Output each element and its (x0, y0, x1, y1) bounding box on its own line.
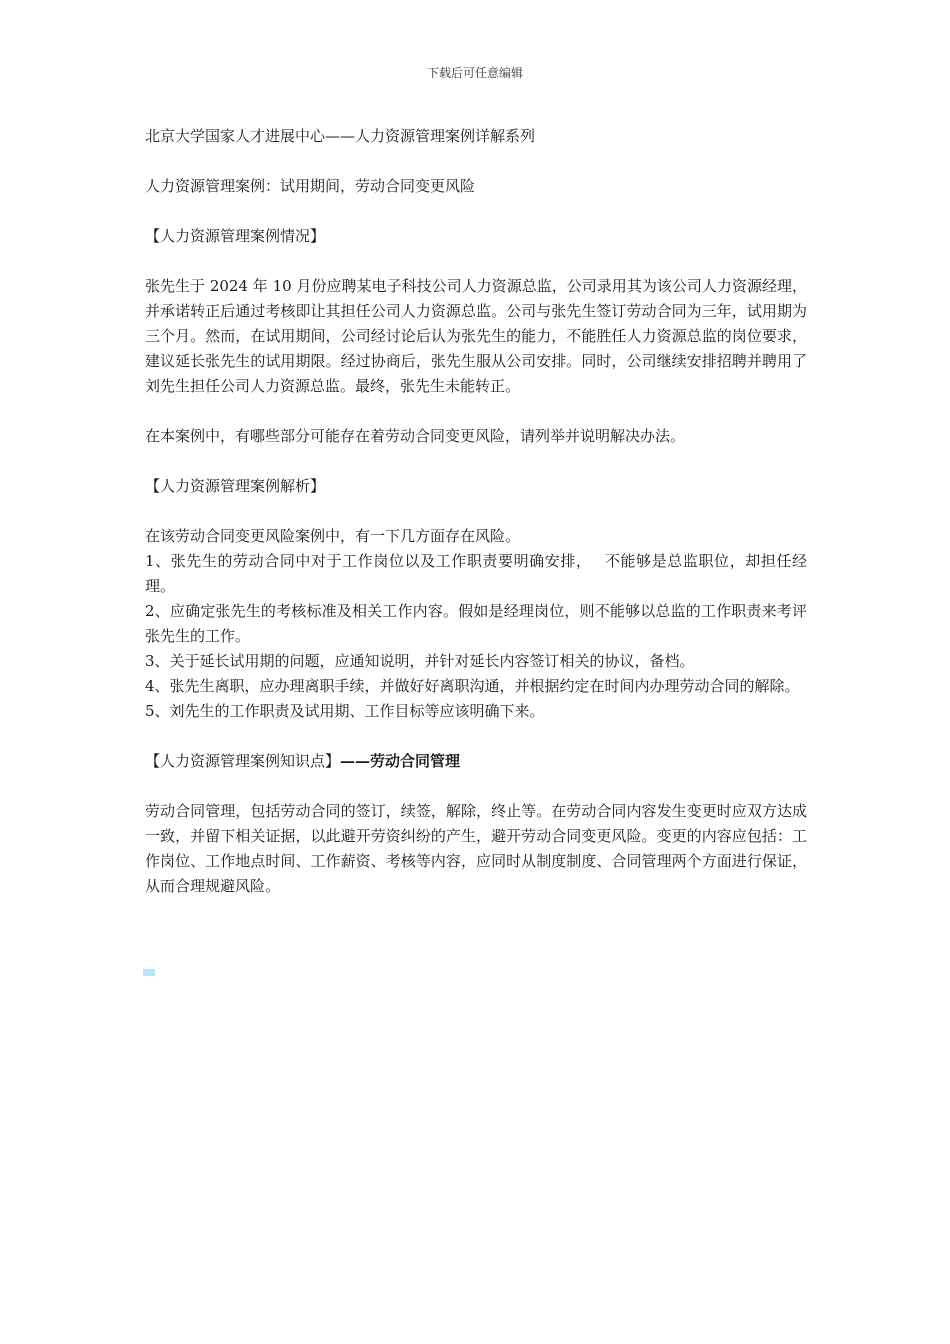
situation-question: 在本案例中，有哪些部分可能存在着劳动合同变更风险，请列举并说明解决办法。 (145, 427, 686, 445)
analysis-item: 3、关于延长试用期的问题，应通知说明，并针对延长内容签订相关的协议，备档。 (145, 652, 695, 670)
analysis-item: 4、张先生离职，应办理离职手续，并做好好离职沟通，并根据约定在时间内办理劳动合同的解除。 (145, 677, 800, 695)
analysis-intro: 在该劳动合同变更风险案例中，有一下几方面存在风险。 (145, 527, 521, 545)
knowledge-heading (145, 749, 807, 774)
document-body (145, 124, 807, 899)
knowledge-body: 劳动合同管理，包括劳动合同的签订，续签，解除，终止等。在劳动合同内容发生变更时应双方达成一致，并留下相关证据，以此避开劳资纠纷的产生，避开劳动合同变更风险。变更的内容应包括：工作岗位、工作地点时间、工作薪资、考核等内容，应同时从制度制度、合同管理两个方面进行保证，从而合理规避风险。 (145, 802, 807, 895)
situation-body: 张先生于 2024 年 10 月份应聘某电子科技公司人力资源总监，公司录用其为该公司人力资源经理，并承诺转正后通过考核即让其担任公司人力资源总监。公司与张先生签订劳动合同为三年，试用期为三个月。然而，在试用期间，公司经讨论后认为张先生的能力，不能胜任人力资源总监的岗位要求，建议延长张先生的试用期限。经过协商后，张先生服从公司安排。同时，公司继续安排招聘并聘用了刘先生担任公司人力资源总监。最终，张先生未能转正。 (145, 277, 807, 395)
knowledge-heading-prefix: 【人力资源管理案例知识点】 (145, 752, 341, 770)
analysis-item: 2、应确定张先生的考核标准及相关工作内容。假如是经理岗位，则不能够以总监的工作职责来考评张先生的工作。 (145, 602, 807, 645)
knowledge-heading-suffix: ——劳动合同管理 (340, 752, 461, 770)
analysis-item: 1、张先生的劳动合同中对于工作岗位以及工作职责要明确安排， 不能够是总监职位，却担任经理。 (145, 552, 807, 595)
analysis-item: 5、刘先生的工作职责及试用期、工作目标等应该明确下来。 (145, 702, 545, 720)
situation-heading: 【人力资源管理案例情况】 (145, 227, 326, 245)
highlight-marker (143, 969, 155, 976)
case-title: 人力资源管理案例：试用期间，劳动合同变更风险 (145, 177, 476, 195)
analysis-heading: 【人力资源管理案例解析】 (145, 477, 326, 495)
series-title: 北京大学国家人才进展中心——人力资源管理案例详解系列 (145, 127, 536, 145)
header-note: 下载后可任意编辑 (426, 66, 523, 80)
